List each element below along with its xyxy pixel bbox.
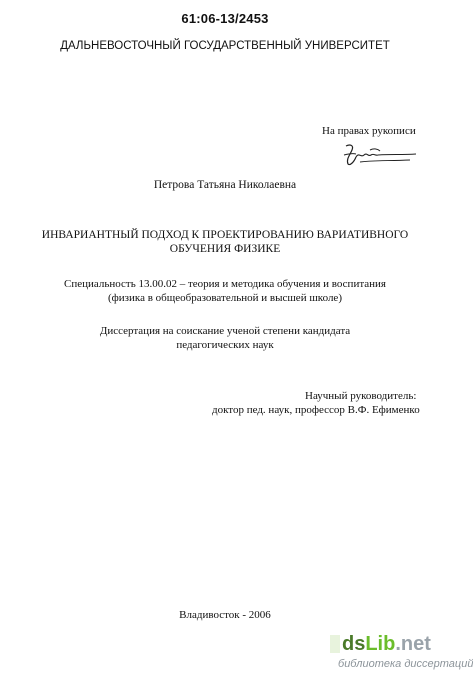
supervisor-block	[212, 389, 442, 417]
university-name: ДАЛЬНЕВОСТОЧНЫЙ ГОСУДАРСТВЕННЫЙ УНИВЕРСИТЕТ	[60, 40, 390, 52]
title-line-2: ОБУЧЕНИЯ ФИЗИКЕ	[169, 243, 281, 255]
dissertation-title	[0, 228, 450, 256]
supervisor-label: Научный руководитель:	[305, 390, 417, 402]
specialty-line-1: Специальность 13.00.02 – теория и методика обучения и воспитания	[63, 278, 386, 290]
title-line-1: ИНВАРИАНТНЫЙ ПОДХОД К ПРОЕКТИРОВАНИЮ ВАРИАТИВНОГО	[41, 229, 409, 241]
author-name: Петрова Татьяна Николаевна	[153, 179, 297, 191]
logo-part-lib: Lib	[365, 633, 396, 655]
place-year: Владивосток - 2006	[179, 609, 271, 621]
degree-line-2: педагогических наук	[176, 338, 274, 351]
supervisor-name: доктор пед. наук, профессор В.Ф. Ефименко	[212, 404, 420, 416]
degree-line-1: Диссертация на соискание ученой степени кандидата	[99, 325, 351, 337]
signature-image	[340, 142, 420, 168]
dslib-watermark	[330, 633, 473, 681]
specialty	[0, 278, 450, 305]
archive-code: 61:06-13/2453	[181, 11, 269, 26]
logo-part-net: .net	[395, 633, 431, 655]
watermark-logo-mark	[330, 635, 340, 653]
manuscript-note: На правах рукописи	[322, 125, 416, 137]
degree-statement	[0, 325, 450, 352]
watermark-logo	[342, 633, 431, 656]
watermark-subtitle: библиотека диссертаций	[338, 658, 473, 670]
specialty-line-2: (физика в общеобразовательной и высшей школе)	[108, 291, 342, 304]
logo-part-ds: ds	[342, 633, 366, 655]
